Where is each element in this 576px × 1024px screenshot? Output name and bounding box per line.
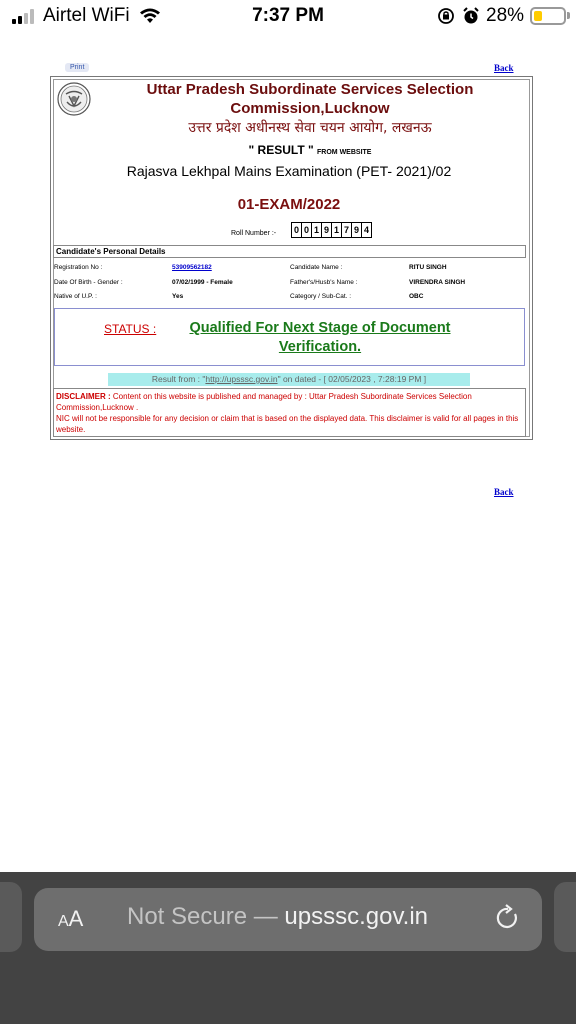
status-bar [0, 0, 576, 34]
registration-label: Registration No : [54, 264, 103, 271]
father-name-label: Father's/Husb's Name : [290, 279, 358, 286]
father-name-value: VIRENDRA SINGH [409, 279, 466, 286]
native-value: Yes [172, 293, 184, 300]
roll-digit: 1 [311, 222, 322, 238]
details-row [54, 279, 524, 291]
result-from-website: FROM WEBSITE [317, 149, 372, 156]
details-row [54, 293, 524, 305]
result-source-suffix: " on dated - [ 02/05/2023 , 7:28:19 PM ] [277, 374, 427, 384]
roll-number-label: Roll Number :- [231, 230, 277, 237]
up-emblem-icon [57, 82, 91, 116]
roll-digit: 9 [321, 222, 332, 238]
commission-title-hindi: उत्तर प्रदेश अधीनस्थ सेवा चयन आयोग, लखनऊ [188, 120, 432, 136]
result-source-prefix: Result from : " [151, 374, 206, 384]
disclaimer-text-1: Content on this website is published and managed by : Uttar Pradesh Subordinate Services Selection Commission,Lucknow . [56, 392, 472, 412]
browser-toolbar [0, 960, 576, 1024]
aa-small: A [58, 913, 69, 930]
category-value: OBC [409, 293, 424, 300]
alarm-icon [462, 6, 480, 26]
exam-code: 01-EXAM/2022 [237, 196, 341, 213]
status-label: STATUS : [104, 322, 157, 336]
result-source-url[interactable]: http://upsssc.gov.in [205, 374, 278, 384]
roll-digit: 0 [291, 222, 302, 238]
details-row [54, 264, 524, 276]
not-secure-label: Not Secure [127, 903, 248, 930]
disclaimer-box [53, 388, 526, 437]
disclaimer-text-2: NIC will not be responsible for any decision or claim that is based on the displayed data. This disclaimer is valid for all pages in this website. [56, 414, 519, 434]
result-heading [100, 143, 520, 157]
candidate-name-label: Candidate Name : [290, 264, 343, 271]
reader-options-button[interactable] [58, 906, 83, 932]
result-source-line [108, 373, 470, 386]
roll-digit: 9 [351, 222, 362, 238]
exam-name: Rajasva Lekhpal Mains Examination (PET- 2021)/02 [126, 163, 452, 179]
roll-digit: 1 [331, 222, 342, 238]
address-domain: upsssc.gov.in [284, 903, 429, 930]
back-link-bottom[interactable]: Back [494, 487, 514, 497]
personal-details-heading: Candidate's Personal Details [53, 245, 526, 258]
next-tab-peek[interactable] [554, 882, 576, 952]
orientation-lock-icon [437, 6, 455, 26]
battery-icon [530, 7, 566, 25]
result-label: " RESULT " [248, 143, 314, 157]
commission-title-line2: Commission,Lucknow [230, 100, 390, 117]
candidate-name-value: RITU SINGH [409, 264, 447, 271]
dob-label: Date Of Birth - Gender : [54, 279, 123, 286]
status-text: Qualified For Next Stage of Document Verification. [189, 320, 451, 355]
back-link-top[interactable]: Back [494, 63, 514, 73]
roll-digit: 4 [361, 222, 372, 238]
roll-digit: 7 [341, 222, 352, 238]
reload-icon[interactable] [494, 903, 522, 933]
clock: 7:37 PM [252, 5, 324, 26]
print-link[interactable]: Print [65, 63, 89, 72]
previous-tab-peek[interactable] [0, 882, 22, 952]
native-label: Native of U.P. : [54, 293, 97, 300]
address-text[interactable] [127, 903, 428, 931]
disclaimer-label: DISCLAIMER : [56, 392, 111, 401]
aa-big: A [68, 906, 84, 931]
battery-percent: 28% [486, 5, 525, 26]
carrier-name: Airtel WiFi [43, 5, 130, 26]
address-separator: — [247, 903, 285, 930]
roll-digit: 0 [301, 222, 312, 238]
dob-value: 07/02/1999 - Female [172, 279, 233, 286]
roll-number-boxes [291, 222, 371, 238]
commission-title-line1: Uttar Pradesh Subordinate Services Selection [146, 81, 474, 98]
registration-number-link[interactable]: 53909562182 [172, 264, 212, 271]
category-label: Category / Sub-Cat. : [290, 293, 352, 300]
battery-nub [567, 12, 570, 19]
